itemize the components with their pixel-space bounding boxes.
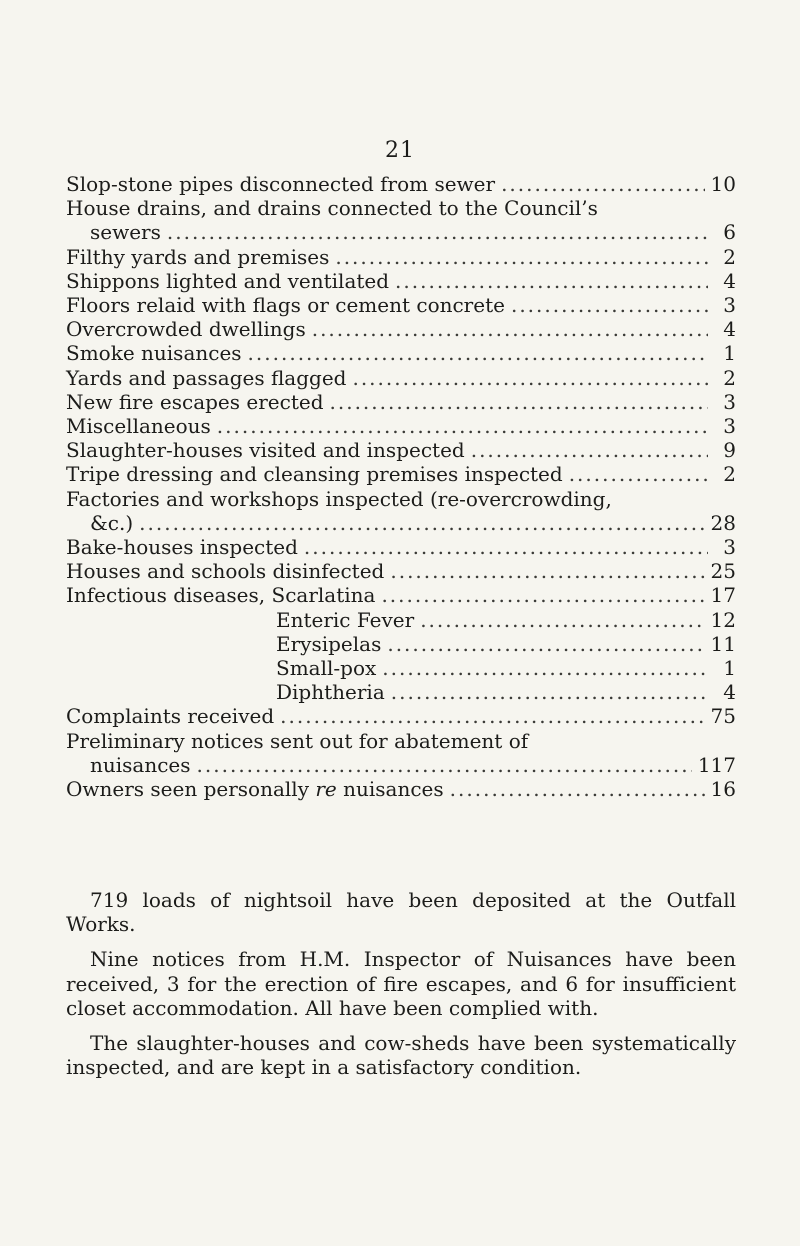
list-item — [66, 777, 736, 801]
list-item — [66, 559, 736, 583]
list-item — [66, 680, 736, 704]
item-label-line: Preliminary notices sent out for abatement of — [66, 728, 529, 753]
item-label: New fire escapes erected — [66, 389, 324, 414]
item-count: 1 — [723, 341, 736, 366]
dot-leader — [217, 414, 708, 438]
item-count: 11 — [710, 631, 736, 656]
item-label: Houses and schools disinfected — [66, 559, 385, 584]
list-item — [66, 414, 736, 438]
item-label: Erysipelas — [276, 631, 382, 656]
item-count: 3 — [723, 389, 736, 414]
item-count: 12 — [710, 607, 736, 632]
dot-leader — [390, 559, 704, 583]
item-count: 2 — [723, 462, 736, 487]
item-label: sewers — [90, 220, 161, 245]
item-label: Complaints received — [66, 704, 275, 729]
item-label: nuisances — [90, 752, 191, 777]
page-number: 21 — [385, 138, 415, 163]
item-count: 28 — [710, 510, 736, 535]
dot-leader — [197, 753, 692, 777]
item-label: Shippons lighted and ventilated — [66, 268, 390, 293]
dot-leader — [381, 583, 704, 607]
dot-leader — [450, 777, 705, 801]
item-count: 4 — [723, 680, 736, 705]
dot-leader — [471, 438, 708, 462]
item-label — [66, 777, 444, 801]
item-count: 117 — [697, 752, 736, 777]
item-count: 3 — [723, 414, 736, 439]
list-item — [66, 535, 736, 559]
list-item — [66, 511, 736, 535]
item-label-italic: re — [315, 777, 337, 802]
list-item — [66, 293, 736, 317]
dot-leader — [167, 220, 708, 244]
dot-leader — [248, 341, 708, 365]
item-count: 2 — [723, 244, 736, 269]
item-label: Slop-stone pipes disconnected from sewer — [66, 172, 496, 196]
dot-leader — [420, 608, 704, 632]
item-count: 75 — [710, 704, 736, 729]
list-item — [66, 704, 736, 728]
dot-leader — [387, 632, 704, 656]
list-item — [66, 608, 736, 632]
dot-leader — [382, 656, 708, 680]
inspection-summary-list — [66, 172, 736, 801]
dot-leader — [335, 245, 708, 269]
item-count: 10 — [710, 172, 736, 196]
item-label: Bake-houses inspected — [66, 535, 298, 560]
item-label-line: Factories and workshops inspected (re-overcrowding, — [66, 486, 612, 511]
item-label: Tripe dressing and cleansing premises inspected — [66, 462, 563, 487]
narrative-paragraphs — [66, 888, 736, 1090]
item-label: Enteric Fever — [276, 607, 415, 632]
dot-leader — [139, 511, 704, 535]
item-label: &c.) — [90, 510, 134, 535]
item-count: 4 — [723, 317, 736, 342]
dot-leader — [280, 704, 704, 728]
paragraph: The slaughter-houses and cow-sheds have been systematically inspected, and are kept in a satisfactory condition. — [66, 1031, 736, 1080]
item-count: 25 — [710, 559, 736, 584]
dot-leader — [330, 390, 709, 414]
item-label: Slaughter-houses visited and inspected — [66, 438, 465, 463]
list-item — [66, 656, 736, 680]
item-label-line: House drains, and drains connected to the Council’s — [66, 196, 598, 221]
list-item — [66, 462, 736, 486]
item-label: Miscellaneous — [66, 414, 211, 439]
list-item — [66, 172, 736, 196]
item-label: Floors relaid with flags or cement concrete — [66, 293, 505, 318]
item-count: 2 — [723, 365, 736, 390]
item-count: 6 — [723, 220, 736, 245]
dot-leader — [569, 462, 708, 486]
list-item — [66, 753, 736, 777]
list-item — [66, 317, 736, 341]
dot-leader — [501, 172, 704, 196]
list-item — [66, 220, 736, 244]
item-count: 3 — [723, 535, 736, 560]
paragraph: 719 loads of nightsoil have been deposited at the Outfall Works. — [66, 888, 736, 937]
dot-leader — [312, 317, 708, 341]
dot-leader — [511, 293, 708, 317]
item-count: 4 — [723, 268, 736, 293]
dot-leader — [395, 269, 708, 293]
dot-leader — [304, 535, 708, 559]
item-label: Filthy yards and premises — [66, 244, 330, 269]
item-count: 3 — [723, 293, 736, 318]
item-count: 16 — [710, 777, 736, 802]
item-label: Overcrowded dwellings — [66, 317, 306, 342]
dot-leader — [391, 680, 708, 704]
item-label: Infectious diseases, Scarlatina — [66, 583, 376, 608]
item-label: Yards and passages flagged — [66, 365, 347, 390]
item-label: Diphtheria — [276, 680, 385, 705]
item-label: Smoke nuisances — [66, 341, 242, 366]
list-item — [66, 583, 736, 607]
list-item — [66, 245, 736, 269]
item-count: 1 — [723, 656, 736, 681]
item-label-suffix: nuisances — [336, 777, 444, 802]
list-item — [66, 438, 736, 462]
item-count: 9 — [723, 438, 736, 463]
list-item — [66, 632, 736, 656]
list-item — [66, 390, 736, 414]
dot-leader — [352, 366, 708, 390]
list-item — [66, 269, 736, 293]
list-item — [66, 366, 736, 390]
item-label: Small-pox — [276, 656, 377, 681]
item-label-prefix: Owners seen personally — [66, 777, 316, 802]
paragraph: Nine notices from H.M. Inspector of Nuisances have been received, 3 for the erection of fire escapes, and 6 for insufficient closet accommodation. All have been complied with. — [66, 947, 736, 1020]
list-item — [66, 341, 736, 365]
item-count: 17 — [710, 583, 736, 608]
